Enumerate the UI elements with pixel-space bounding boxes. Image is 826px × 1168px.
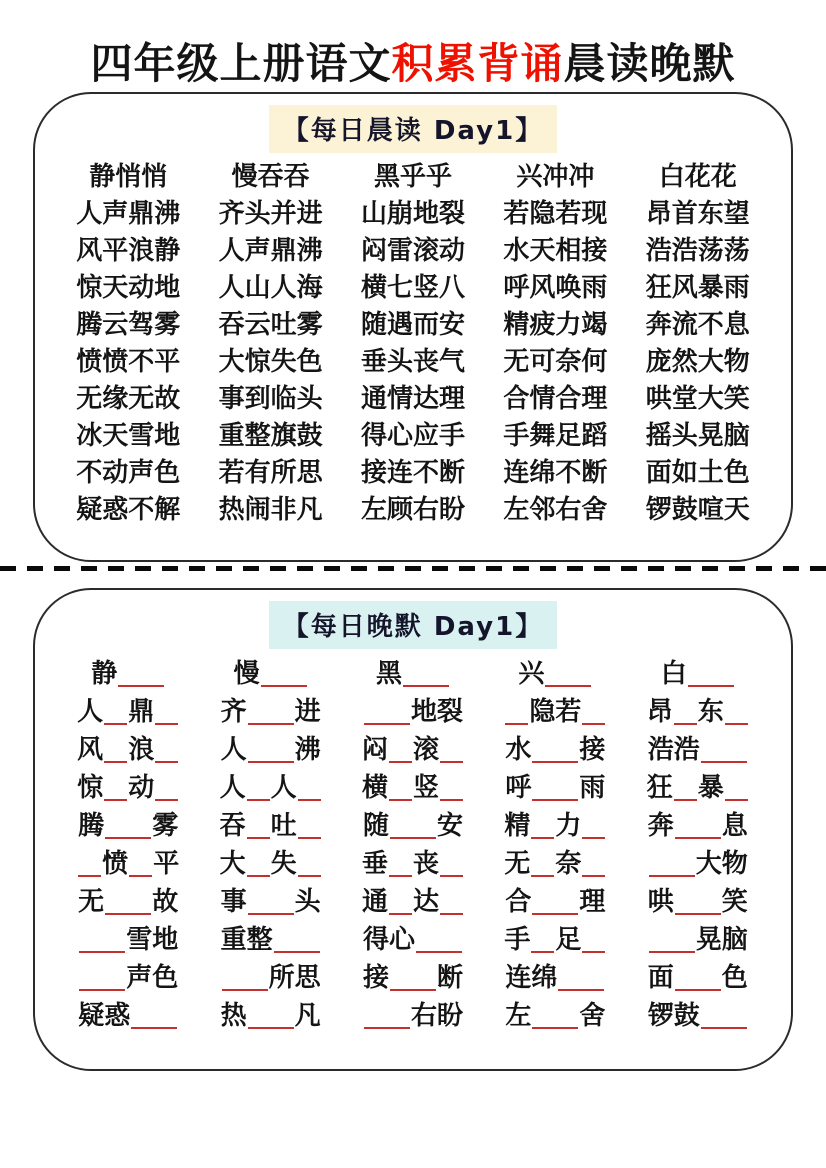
text-segment: 足 (555, 925, 582, 955)
text-segment: 人 (219, 773, 246, 803)
morning-header-badge: 【每日晨读 Day1】 (269, 105, 557, 153)
text-segment: 奈 (555, 849, 582, 879)
fill-blank-item (627, 731, 769, 769)
fill-blank-item (627, 693, 769, 731)
blank-line (298, 791, 321, 801)
blank-line (389, 791, 412, 801)
text-segment: 进 (294, 697, 321, 727)
word-item: 通情达理 (360, 384, 465, 414)
fill-blank-item (199, 769, 341, 807)
fill-blank-item (342, 959, 484, 997)
blank-line (247, 867, 270, 877)
fill-blank-item (627, 845, 769, 883)
text-segment: 锣鼓 (647, 1001, 700, 1031)
blank-line (505, 715, 528, 725)
text-segment: 呼 (505, 773, 532, 803)
blank-line (79, 943, 125, 953)
blank-line (389, 867, 412, 877)
blank-line (582, 829, 605, 839)
text-segment: 精 (504, 811, 531, 841)
text-segment: 奔 (647, 811, 674, 841)
text-segment: 风 (77, 735, 104, 765)
blank-line (389, 905, 412, 915)
blank-line (532, 905, 578, 915)
blank-line (155, 753, 178, 763)
text-segment: 无 (504, 849, 531, 879)
fill-blank-item (342, 997, 484, 1035)
blank-line (532, 753, 578, 763)
fill-blank-item (627, 883, 769, 921)
word-item: 昂首东望 (645, 199, 750, 229)
text-segment: 人 (77, 697, 104, 727)
text-segment: 息 (721, 811, 748, 841)
blank-line (532, 791, 578, 801)
word-item: 手舞足蹈 (503, 421, 608, 451)
word-item: 庞然大物 (645, 347, 750, 377)
text-segment: 色 (721, 963, 748, 993)
blank-line (248, 905, 294, 915)
text-segment: 舍 (579, 1001, 606, 1031)
fill-blank-item (199, 845, 341, 883)
section-divider (0, 566, 826, 571)
blank-line (155, 791, 178, 801)
word-item: 不动声色 (76, 458, 181, 488)
title-part-2: 晨读晚默 (563, 39, 736, 88)
blank-line (674, 715, 697, 725)
blank-line (298, 867, 321, 877)
text-segment: 平 (153, 849, 180, 879)
blank-line (78, 867, 101, 877)
fill-blank-item (484, 883, 626, 921)
blank-line (725, 715, 748, 725)
word-item: 人声鼎沸 (218, 236, 323, 266)
text-segment: 故 (152, 887, 179, 917)
word-item: 面如土色 (645, 458, 750, 488)
blank-line (440, 753, 463, 763)
blank-line (675, 829, 721, 839)
blank-line (558, 981, 604, 991)
text-segment: 理 (579, 887, 606, 917)
fill-blank-item (57, 883, 199, 921)
word-column (627, 159, 769, 529)
word-item: 吞云吐雾 (218, 310, 323, 340)
text-segment: 惊 (77, 773, 104, 803)
text-segment: 无 (78, 887, 105, 917)
blank-line (118, 677, 164, 687)
fill-blank-item (342, 693, 484, 731)
blank-line (440, 905, 463, 915)
word-item: 腾云驾雾 (76, 310, 181, 340)
word-item: 得心应手 (360, 421, 465, 451)
blank-line (389, 753, 412, 763)
text-segment: 声色 (126, 963, 179, 993)
blank-line (104, 715, 127, 725)
blank-line (675, 981, 721, 991)
blank-line (129, 867, 152, 877)
fill-column (627, 655, 769, 1035)
text-segment: 鼎 (128, 697, 155, 727)
word-item: 左邻右舍 (503, 495, 608, 525)
word-column (484, 159, 626, 529)
blank-line (440, 791, 463, 801)
word-item: 冰天雪地 (76, 421, 181, 451)
fill-blank-item (199, 655, 341, 693)
fill-blank-item (484, 845, 626, 883)
fill-blank-item (57, 807, 199, 845)
fill-blank-item (627, 921, 769, 959)
fill-blank-item (484, 807, 626, 845)
fill-blank-item (627, 655, 769, 693)
fill-blank-item (342, 807, 484, 845)
fill-blank-item (627, 807, 769, 845)
morning-grid (35, 153, 791, 529)
text-segment: 竖 (412, 773, 439, 803)
text-segment: 地裂 (410, 697, 463, 727)
text-segment: 晃脑 (695, 925, 748, 955)
fill-column (199, 655, 341, 1035)
fill-blank-item (57, 959, 199, 997)
text-segment: 左 (505, 1001, 532, 1031)
word-item: 无缘无故 (76, 384, 181, 414)
blank-line (531, 867, 554, 877)
text-segment: 横 (361, 773, 388, 803)
word-item: 愤愤不平 (76, 347, 181, 377)
fill-blank-item (484, 959, 626, 997)
word-item: 山崩地裂 (360, 199, 465, 229)
text-segment: 浪 (128, 735, 155, 765)
word-item: 呼风唤雨 (503, 273, 608, 303)
text-segment: 凡 (294, 1001, 321, 1031)
blank-line (105, 905, 151, 915)
text-segment: 静 (91, 659, 118, 689)
word-item: 连绵不断 (503, 458, 608, 488)
text-segment: 断 (436, 963, 463, 993)
blank-line (532, 1019, 578, 1029)
text-segment: 所思 (268, 963, 321, 993)
text-segment: 哄 (647, 887, 674, 917)
word-item: 事到临头 (218, 384, 323, 414)
word-item: 疑惑不解 (76, 495, 181, 525)
page-title (0, 38, 826, 90)
text-segment: 雨 (579, 773, 606, 803)
fill-blank-item (484, 997, 626, 1035)
word-item: 随遇而安 (360, 310, 465, 340)
fill-blank-item (199, 959, 341, 997)
blank-line (247, 791, 270, 801)
fill-blank-item (57, 845, 199, 883)
text-segment: 黑 (375, 659, 402, 689)
fill-column (57, 655, 199, 1035)
blank-line (725, 791, 748, 801)
fill-blank-item (199, 883, 341, 921)
word-item: 若有所思 (218, 458, 323, 488)
blank-line (531, 829, 554, 839)
text-segment: 丧 (412, 849, 439, 879)
word-item: 合情合理 (503, 384, 608, 414)
fill-blank-item (57, 921, 199, 959)
word-item: 精疲力竭 (503, 310, 608, 340)
text-segment: 疑惑 (78, 1001, 131, 1031)
text-segment: 大物 (695, 849, 748, 879)
word-item: 水天相接 (503, 236, 608, 266)
fill-blank-item (199, 693, 341, 731)
blank-line (248, 753, 294, 763)
fill-blank-item (484, 655, 626, 693)
fill-blank-item (484, 769, 626, 807)
text-segment: 东 (697, 697, 724, 727)
word-item: 白花花 (658, 162, 737, 192)
word-item: 浩浩荡荡 (645, 236, 750, 266)
text-segment: 达 (412, 887, 439, 917)
blank-line (364, 715, 410, 725)
word-item: 若隐若现 (503, 199, 608, 229)
word-item: 狂风暴雨 (645, 273, 750, 303)
text-segment: 兴 (518, 659, 545, 689)
blank-line (545, 677, 591, 687)
word-item: 惊天动地 (76, 273, 181, 303)
fill-blank-item (57, 769, 199, 807)
word-item: 奔流不息 (645, 310, 750, 340)
blank-line (701, 753, 747, 763)
text-segment: 滚 (412, 735, 439, 765)
word-item: 左顾右盼 (360, 495, 465, 525)
morning-reading-card (33, 92, 793, 562)
word-item: 锣鼓喧天 (645, 495, 750, 525)
word-item: 无可奈何 (503, 347, 608, 377)
blank-line (675, 905, 721, 915)
word-item: 闷雷滚动 (360, 236, 465, 266)
blank-line (440, 867, 463, 877)
text-segment: 力 (555, 811, 582, 841)
blank-line (674, 791, 697, 801)
text-segment: 右盼 (410, 1001, 463, 1031)
title-part-1: 四年级上册语文 (90, 39, 392, 88)
text-segment: 大 (219, 849, 246, 879)
text-segment: 得心 (362, 925, 415, 955)
fill-blank-item (484, 693, 626, 731)
fill-blank-item (199, 921, 341, 959)
word-item: 黑乎乎 (373, 162, 452, 192)
text-segment: 人 (270, 773, 297, 803)
word-item: 人山人海 (218, 273, 323, 303)
evening-dictation-card (33, 588, 793, 1071)
text-segment: 接 (579, 735, 606, 765)
text-segment: 雾 (152, 811, 179, 841)
blank-line (131, 1019, 177, 1029)
word-item: 热闹非凡 (218, 495, 323, 525)
text-segment: 连绵 (505, 963, 558, 993)
text-segment: 通 (361, 887, 388, 917)
blank-line (274, 943, 320, 953)
fill-blank-item (199, 731, 341, 769)
blank-line (582, 867, 605, 877)
word-item: 接连不断 (360, 458, 465, 488)
fill-blank-item (57, 731, 199, 769)
fill-blank-item (627, 769, 769, 807)
text-segment: 齐 (220, 697, 247, 727)
blank-line (248, 715, 294, 725)
word-item: 人声鼎沸 (76, 199, 181, 229)
text-segment: 浩浩 (647, 735, 700, 765)
blank-line (364, 1019, 410, 1029)
blank-line (416, 943, 462, 953)
word-item: 摇头晃脑 (645, 421, 750, 451)
word-item: 横七竖八 (360, 273, 465, 303)
word-item: 慢吞吞 (231, 162, 310, 192)
fill-blank-item (342, 731, 484, 769)
text-segment: 隐若 (529, 697, 582, 727)
text-segment: 头 (294, 887, 321, 917)
text-segment: 笑 (721, 887, 748, 917)
blank-line (390, 829, 436, 839)
text-segment: 腾 (78, 811, 105, 841)
text-segment: 面 (647, 963, 674, 993)
fill-blank-item (57, 997, 199, 1035)
blank-line (79, 981, 125, 991)
blank-line (582, 715, 605, 725)
fill-blank-item (199, 997, 341, 1035)
word-item: 哄堂大笑 (645, 384, 750, 414)
word-item: 风平浪静 (76, 236, 181, 266)
text-segment: 慢 (233, 659, 260, 689)
text-segment: 吞 (219, 811, 246, 841)
text-segment: 昂 (646, 697, 673, 727)
text-segment: 合 (505, 887, 532, 917)
blank-line (298, 829, 321, 839)
blank-line (155, 715, 178, 725)
fill-blank-item (342, 769, 484, 807)
text-segment: 事 (220, 887, 247, 917)
blank-line (649, 867, 695, 877)
text-segment: 垂 (361, 849, 388, 879)
text-segment: 狂 (646, 773, 673, 803)
fill-column (484, 655, 626, 1035)
blank-line (104, 753, 127, 763)
word-item: 兴冲冲 (516, 162, 595, 192)
fill-blank-item (484, 731, 626, 769)
blank-line (105, 829, 151, 839)
fill-blank-item (199, 807, 341, 845)
text-segment: 手 (504, 925, 531, 955)
fill-blank-item (627, 959, 769, 997)
blank-line (403, 677, 449, 687)
blank-line (531, 943, 554, 953)
evening-header-badge: 【每日晚默 Day1】 (269, 601, 557, 649)
text-segment: 沸 (294, 735, 321, 765)
word-item: 静悄悄 (89, 162, 168, 192)
blank-line (247, 829, 270, 839)
text-segment: 吐 (270, 811, 297, 841)
fill-blank-item (57, 693, 199, 731)
fill-blank-item (342, 655, 484, 693)
fill-blank-item (57, 655, 199, 693)
word-item: 重整旗鼓 (218, 421, 323, 451)
fill-blank-item (342, 845, 484, 883)
text-segment: 水 (505, 735, 532, 765)
word-column (342, 159, 484, 529)
text-segment: 动 (128, 773, 155, 803)
text-segment: 失 (270, 849, 297, 879)
text-segment: 热 (220, 1001, 247, 1031)
blank-line (390, 981, 436, 991)
text-segment: 雪地 (126, 925, 179, 955)
text-segment: 随 (362, 811, 389, 841)
blank-line (688, 677, 734, 687)
blank-line (104, 791, 127, 801)
blank-line (701, 1019, 747, 1029)
word-item: 大惊失色 (218, 347, 323, 377)
fill-blank-item (342, 883, 484, 921)
blank-line (261, 677, 307, 687)
evening-grid (35, 649, 791, 1035)
word-column (57, 159, 199, 529)
title-accent: 积累背诵 (391, 39, 564, 88)
text-segment: 重整 (220, 925, 273, 955)
blank-line (649, 943, 695, 953)
fill-column (342, 655, 484, 1035)
word-item: 齐头并进 (218, 199, 323, 229)
blank-line (222, 981, 268, 991)
text-segment: 闷 (361, 735, 388, 765)
word-item: 垂头丧气 (360, 347, 465, 377)
text-segment: 白 (660, 659, 687, 689)
text-segment: 接 (362, 963, 389, 993)
blank-line (582, 943, 605, 953)
text-segment: 暴 (697, 773, 724, 803)
fill-blank-item (627, 997, 769, 1035)
text-segment: 安 (436, 811, 463, 841)
text-segment: 愤 (102, 849, 129, 879)
fill-blank-item (484, 921, 626, 959)
fill-blank-item (342, 921, 484, 959)
text-segment: 人 (220, 735, 247, 765)
word-column (199, 159, 341, 529)
blank-line (248, 1019, 294, 1029)
